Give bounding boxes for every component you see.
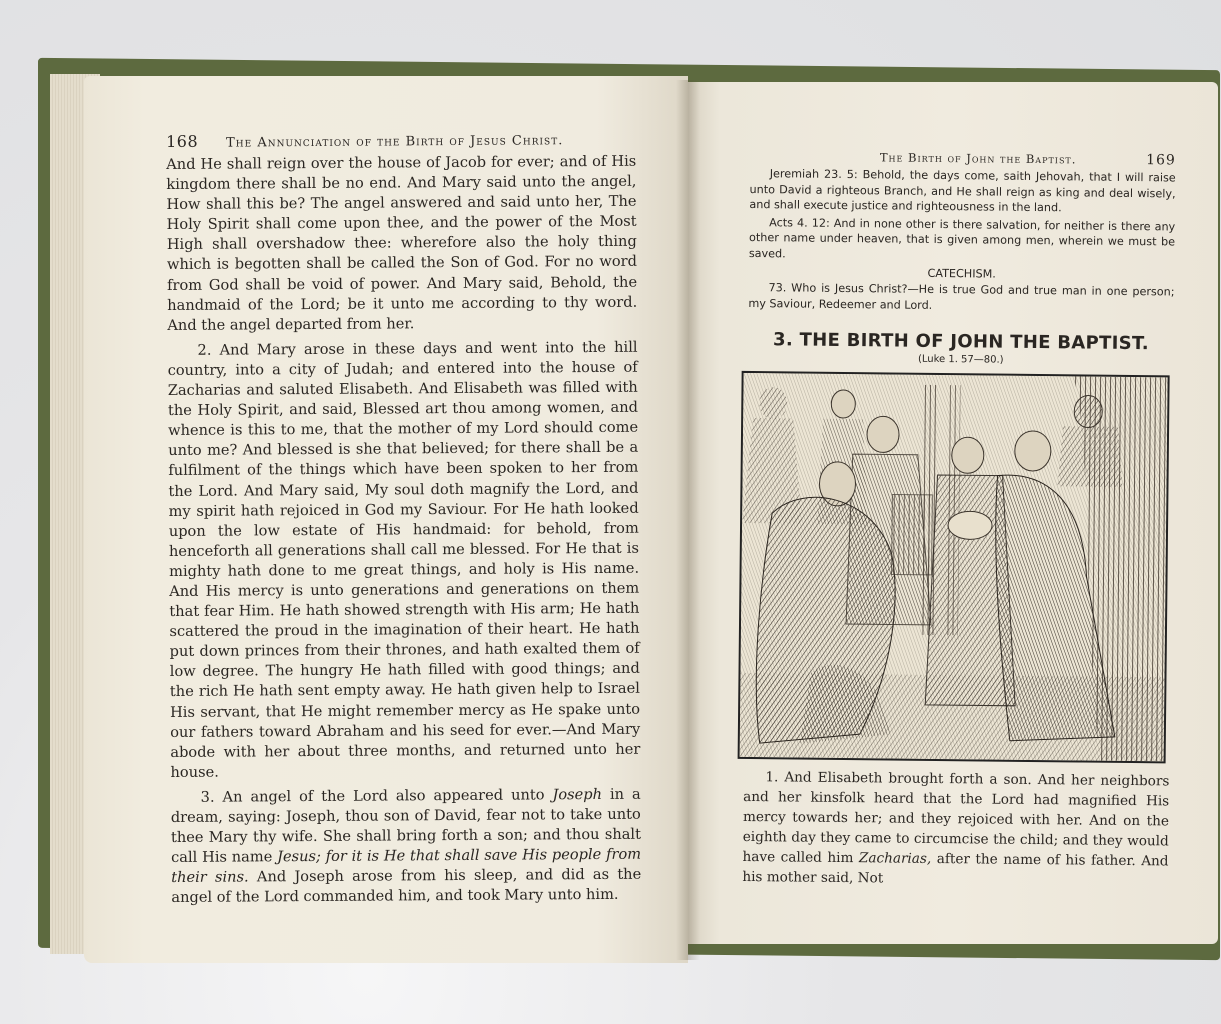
engraving-illustration xyxy=(738,371,1170,763)
body-part-a: 1. And Elisabeth brought forth a son. And her neighbors and her kinsfolk heard that the Lord had magnified His mercy towards her; and they rejoiced with her. And on the eighth day they came to circumcise the child; and they would have called him xyxy=(742,769,1170,867)
chapter-heading: 3. THE BIRTH OF JOHN THE BAPTIST. xyxy=(772,329,1150,355)
right-running-title: The Birth of John the Baptist. xyxy=(879,150,1077,167)
scripture-ref-jeremiah: Jeremiah 23. 5: Behold, the days come, saith Jehovah, that I will raise unto David a righteous Branch, and He shall reign as king and deal wisely, and shall execute justice and righteousness in the land. xyxy=(749,167,1176,215)
book-gutter xyxy=(676,80,700,960)
left-running-head xyxy=(166,129,636,151)
body-emphasis: Zacharias, xyxy=(858,850,932,867)
paragraph-2: 2. And Mary arose in these days and went into the hill country, into a city of Judah; and entered into the house of Zacharias and saluted Elisabeth. And Elisabeth was filled with the Holy Spirit, and said, Blessed art thou among women, and whence is this to me, that the mother of my Lord should come unto me? And blessed is she that believed; for there shall be a fulfilment of the things which have been spoken to her from the Lord. And Mary said, My soul doth magnify the Lord, and my spirit hath rejoiced in God my Saviour. For He hath looked upon the low estate of His handmaid: for behold, from henceforth all generations shall call me blessed. For He that is mighty hath done to me great things, and holy is His name. And His mercy is unto generations and generations on them that fear Him. He hath showed strength with His arm; He hath scattered the proud in the imagination of their heart. He hath put down princes from their thrones, and hath exalted them of low degree. The hungry He hath filled with good things; and the rich He hath sent empty away. He hath given help to Israel His servant, that He might remember mercy as He spake unto our fathers toward Abraham and his seed for ever.—And Mary abode with her about three months, and returned unto her house. xyxy=(167,338,641,781)
chapter-reference: (Luke 1. 57—80.) xyxy=(917,353,1004,366)
scripture-ref-acts: Acts 4. 12: And in none other is there salvation, for neither is there any other name under heaven, that is given among men, wherein we must be saved. xyxy=(748,215,1176,260)
paragraph-3-part-c: And Joseph arose from his sleep, and did as the angel of the Lord commanded him, and took Mary unto him. xyxy=(171,865,642,907)
left-page-text xyxy=(166,129,641,914)
left-page-number: 168 xyxy=(166,131,199,151)
body-part-b: after the name of his father. And his mother said, Not xyxy=(742,850,1169,887)
right-page-text xyxy=(742,148,1176,905)
left-page xyxy=(84,76,688,963)
paragraph-3 xyxy=(171,785,642,909)
body-paragraph xyxy=(742,767,1169,891)
engraving-drawing xyxy=(740,373,1168,761)
paragraph-1: And He shall reign over the house of Jacob for ever; and of His kingdom there shall be no end. And Mary said unto the angel, How shall this be? The angel answered and said unto her, The Holy Spirit shall come upon thee, and the power of the Most High shall overshadow thee: wherefore also the holy thing which is begotten shall be called the Son of God. For no word from God shall be void of power. And Mary said, Behold, the handmaid of the Lord; be it unto me according to thy word. And the angel departed from her. xyxy=(166,152,638,334)
right-running-head xyxy=(750,148,1176,168)
paragraph-3-part-a: 3. An angel of the Lord also appeared unto xyxy=(200,786,553,806)
left-running-title: The Annunciation of the Birth of Jesus Christ. xyxy=(226,133,564,151)
paragraph-3-part-b: in a dream, saying: Joseph, thou son of David, fear not to take unto thee Mary thy wife. She shall bring forth a son; and thou shalt call His name xyxy=(170,785,641,867)
catechism-heading: CATECHISM. xyxy=(927,266,996,281)
right-page-number: 169 xyxy=(1146,152,1176,169)
paragraph-3-emphasis-a: Joseph xyxy=(552,785,603,804)
right-page xyxy=(688,82,1218,944)
paragraph-3-emphasis-b: Jesus; for it is He that shall save His people from their sins. xyxy=(171,845,642,887)
catechism-text: 73. Who is Jesus Christ?—He is true God and true man in one person; my Saviour, Redeemer and Lord. xyxy=(748,281,1175,312)
